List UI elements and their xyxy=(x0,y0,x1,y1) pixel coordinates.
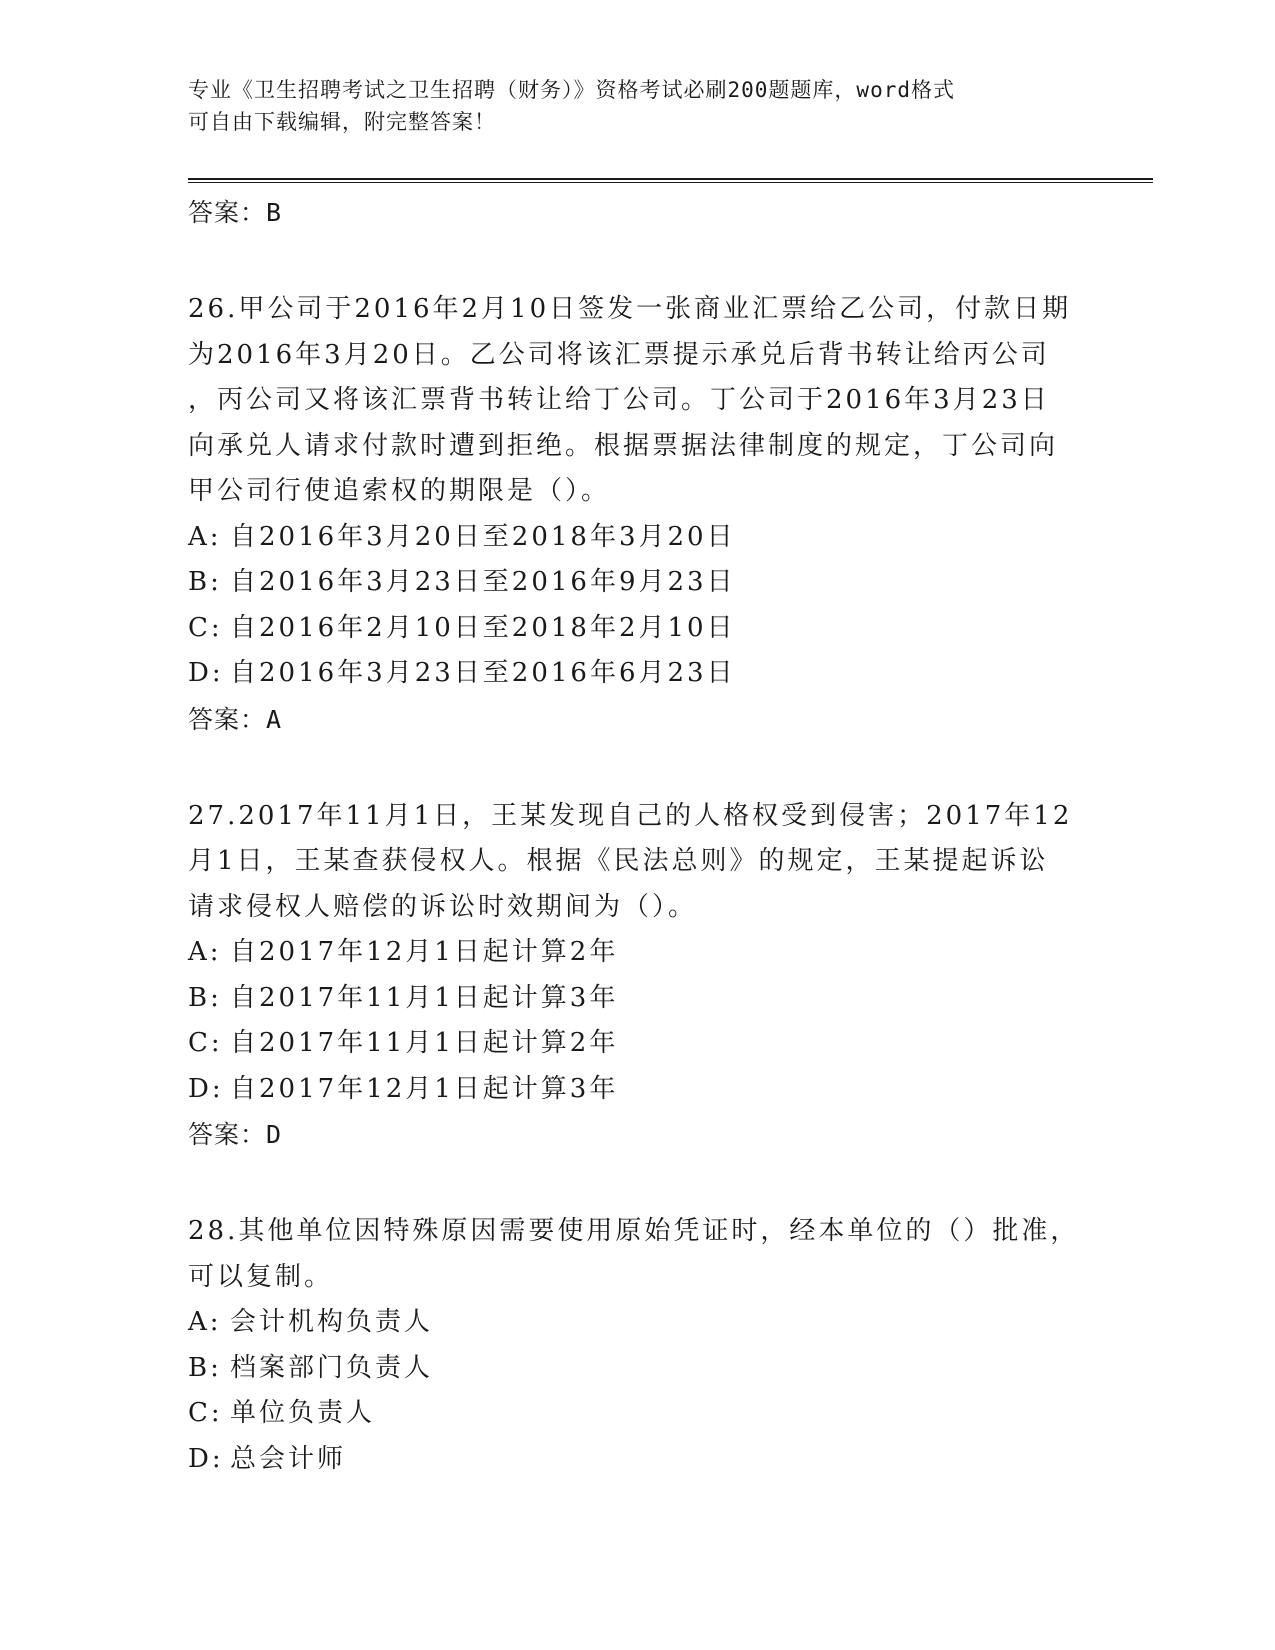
option-text: 档案部门负责人 xyxy=(230,1352,434,1383)
option-text: 自2017年11月1日起计算2年 xyxy=(230,1028,619,1058)
option-text: 自2016年2月10日至2018年2月10日 xyxy=(230,612,736,643)
stem-line: 为2016年3月20日。乙公司将该汇票提示承兑后背书转让给丙公司 xyxy=(188,339,1050,370)
spacer xyxy=(188,742,1088,794)
spacer xyxy=(188,235,1088,287)
option-key: A: xyxy=(188,937,222,967)
option-text: 自2017年12月1日起计算3年 xyxy=(230,1073,619,1104)
option-text: 自2016年3月20日至2018年3月20日 xyxy=(230,521,736,552)
stem-line: 可以复制。 xyxy=(188,1261,334,1292)
option-key: A: xyxy=(188,521,222,552)
option-text: 单位负责人 xyxy=(230,1398,376,1428)
question-27 xyxy=(188,794,1088,1158)
document-header xyxy=(188,74,1068,138)
option-d xyxy=(188,1437,1088,1483)
option-d xyxy=(188,651,1088,697)
question-stem xyxy=(188,794,1088,931)
option-text: 自2017年11月1日起计算3年 xyxy=(230,982,619,1013)
header-line-2: 可自由下载编辑，附完整答案！ xyxy=(188,110,496,134)
stem-line: 甲公司行使追索权的期限是（）。 xyxy=(188,476,611,506)
spacer xyxy=(188,1157,1088,1209)
question-28 xyxy=(188,1209,1088,1482)
option-text: 自2016年3月23日至2016年9月23日 xyxy=(230,567,736,597)
option-key: D: xyxy=(188,658,224,688)
question-stem xyxy=(188,287,1088,515)
option-b xyxy=(188,560,1088,606)
header-divider-thin xyxy=(188,182,1153,183)
stem-line: 请求侵权人赔偿的诉讼时效期间为（）。 xyxy=(188,891,698,922)
answer-line: 答案：B xyxy=(188,198,283,227)
stem-line: 27.2017年11月1日，王某发现自己的人格权受到侵害；2017年12 xyxy=(188,800,1073,831)
option-b xyxy=(188,976,1088,1022)
option-text: 总会计师 xyxy=(230,1443,347,1474)
stem-line: 月1日，王某查获侵权人。根据《民法总则》的规定，王某提起诉讼 xyxy=(188,846,1049,876)
option-a xyxy=(188,1300,1088,1346)
option-key: D: xyxy=(188,1443,224,1474)
header-divider xyxy=(188,178,1153,180)
option-d xyxy=(188,1067,1088,1113)
option-key: C: xyxy=(188,612,223,643)
option-text: 自2016年3月23日至2016年6月23日 xyxy=(230,658,736,688)
answer-line: 答案：A xyxy=(188,704,283,734)
option-key: C: xyxy=(188,1398,223,1428)
option-key: D: xyxy=(188,1073,224,1104)
option-key: C: xyxy=(188,1028,223,1058)
option-key: B: xyxy=(188,982,222,1013)
stem-line: 向承兑人请求付款时遭到拒绝。根据票据法律制度的规定，丁公司向 xyxy=(188,430,1059,461)
option-key: A: xyxy=(188,1307,222,1337)
option-b xyxy=(188,1346,1088,1392)
option-key: B: xyxy=(188,567,222,597)
option-a xyxy=(188,515,1088,561)
stem-line: 28.其他单位因特殊原因需要使用原始凭证时，经本单位的（）批准， xyxy=(188,1216,1080,1246)
stem-line: ，丙公司又将该汇票背书转让给丁公司。丁公司于2016年3月23日 xyxy=(188,385,1050,415)
option-c xyxy=(188,606,1088,652)
option-a xyxy=(188,930,1088,976)
option-text: 会计机构负责人 xyxy=(230,1307,434,1337)
option-c xyxy=(188,1021,1088,1067)
answer-line: 答案：D xyxy=(188,1120,283,1149)
option-text: 自2017年12月1日起计算2年 xyxy=(230,937,619,967)
option-c xyxy=(188,1391,1088,1437)
question-26 xyxy=(188,287,1088,742)
document-body xyxy=(188,190,1088,1482)
header-line-1: 专业《卫生招聘考试之卫生招聘（财务）》资格考试必刷200题题库，word格式 xyxy=(188,78,955,102)
option-key: B: xyxy=(188,1352,222,1383)
stem-line: 26.甲公司于2016年2月10日签发一张商业汇票给乙公司，付款日期 xyxy=(188,294,1072,324)
question-stem xyxy=(188,1209,1088,1300)
